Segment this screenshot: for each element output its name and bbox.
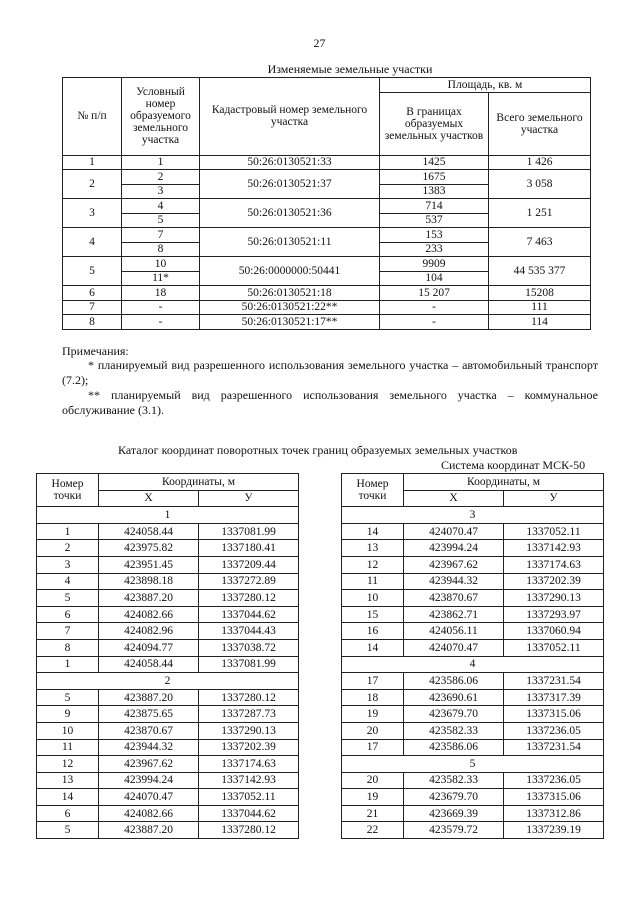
group-row xyxy=(342,507,604,524)
coord-x: 424056.11 xyxy=(404,623,504,640)
coordinate-row xyxy=(37,772,299,789)
point-number: 1 xyxy=(37,523,99,540)
coordinate-row xyxy=(342,822,604,839)
coord-y: 1337174.63 xyxy=(504,556,604,573)
coord-x: 424070.47 xyxy=(404,523,504,540)
coord-x: 423586.06 xyxy=(404,739,504,756)
coordinate-row xyxy=(342,590,604,607)
coord-y: 1337180.41 xyxy=(199,540,299,557)
coordinate-row xyxy=(342,706,604,723)
header-area: Площадь, кв. м xyxy=(380,78,591,93)
point-number: 12 xyxy=(37,756,99,773)
coordinate-row xyxy=(342,573,604,590)
coordinate-row xyxy=(37,789,299,806)
area-within: - xyxy=(380,300,489,315)
header-y: У xyxy=(504,490,604,507)
point-number: 13 xyxy=(37,772,99,789)
area-within: 9909 xyxy=(380,257,489,272)
point-number: 5 xyxy=(37,822,99,839)
coordinate-row xyxy=(342,722,604,739)
conditional-number: 3 xyxy=(122,184,200,199)
conditional-number: 2 xyxy=(122,170,200,185)
cadastral-number: 50:26:0130521:11 xyxy=(200,228,380,257)
header-x: X xyxy=(404,490,504,507)
point-number: 22 xyxy=(342,822,404,839)
coord-x: 424082.66 xyxy=(99,606,199,623)
coordinate-row xyxy=(37,556,299,573)
coordinate-row xyxy=(342,689,604,706)
coordinate-row xyxy=(342,523,604,540)
coordinate-row xyxy=(342,789,604,806)
group-label: 1 xyxy=(37,507,299,524)
coord-y: 1337231.54 xyxy=(504,673,604,690)
table1-title: Изменяемые земельные участки xyxy=(267,62,433,76)
group-row xyxy=(342,756,604,773)
group-label: 5 xyxy=(342,756,604,773)
point-number: 20 xyxy=(342,722,404,739)
coord-x: 424094.77 xyxy=(99,639,199,656)
header-num: № п/п xyxy=(63,78,122,156)
coord-y: 1337142.93 xyxy=(504,540,604,557)
group-row xyxy=(37,673,299,690)
coord-x: 423579.72 xyxy=(404,822,504,839)
coord-x: 423994.24 xyxy=(99,772,199,789)
cadastral-number: 50:26:0130521:17** xyxy=(200,315,380,330)
coord-x: 424082.96 xyxy=(99,623,199,640)
area-within: 1675 xyxy=(380,170,489,185)
coord-x: 423887.20 xyxy=(99,822,199,839)
group-row xyxy=(37,507,299,524)
coord-x: 424058.44 xyxy=(99,523,199,540)
note-text: * планируемый вид разрешенного использования земельного участка – автомобильный транспорт (7.2); xyxy=(62,358,598,387)
coord-y: 1337317.39 xyxy=(504,689,604,706)
plot-row xyxy=(63,155,591,170)
point-number: 20 xyxy=(342,772,404,789)
coord-y: 1337081.99 xyxy=(199,656,299,673)
point-number: 14 xyxy=(342,523,404,540)
point-number: 13 xyxy=(342,540,404,557)
plot-num: 8 xyxy=(63,315,122,330)
coord-y: 1337280.12 xyxy=(199,822,299,839)
header-point-number: Номер точки xyxy=(342,474,404,507)
coord-x: 423679.70 xyxy=(404,789,504,806)
coordinate-row xyxy=(37,639,299,656)
point-number: 8 xyxy=(37,639,99,656)
coord-x: 424070.47 xyxy=(404,639,504,656)
note-item xyxy=(62,358,598,388)
coordinate-row xyxy=(37,805,299,822)
coordinate-row xyxy=(342,673,604,690)
coord-x: 423994.24 xyxy=(404,540,504,557)
point-number: 6 xyxy=(37,805,99,822)
area-within: 153 xyxy=(380,228,489,243)
coord-x: 423586.06 xyxy=(404,673,504,690)
area-total: 7 463 xyxy=(489,228,591,257)
area-within: 1383 xyxy=(380,184,489,199)
point-number: 4 xyxy=(37,573,99,590)
plot-num: 1 xyxy=(63,155,122,170)
coord-y: 1337280.12 xyxy=(199,590,299,607)
coord-y: 1337293.97 xyxy=(504,606,604,623)
coord-y: 1337044.43 xyxy=(199,623,299,640)
point-number: 1 xyxy=(37,656,99,673)
area-total: 114 xyxy=(489,315,591,330)
point-number: 6 xyxy=(37,606,99,623)
coord-y: 1337209.44 xyxy=(199,556,299,573)
coord-x: 423887.20 xyxy=(99,689,199,706)
area-within: 233 xyxy=(380,242,489,257)
coordinate-row xyxy=(342,540,604,557)
point-number: 19 xyxy=(342,706,404,723)
coord-x: 424058.44 xyxy=(99,656,199,673)
coordinate-row xyxy=(342,772,604,789)
coordinate-row xyxy=(37,523,299,540)
coordinate-row xyxy=(37,656,299,673)
coord-y: 1337044.62 xyxy=(199,606,299,623)
plot-num: 5 xyxy=(63,257,122,286)
plot-row xyxy=(63,228,591,243)
cadastral-number: 50:26:0130521:36 xyxy=(200,199,380,228)
point-number: 5 xyxy=(37,590,99,607)
coord-y: 1337236.05 xyxy=(504,772,604,789)
area-within: 15 207 xyxy=(380,286,489,301)
coordinate-row xyxy=(342,623,604,640)
area-total: 44 535 377 xyxy=(489,257,591,286)
group-row xyxy=(342,656,604,673)
area-total: 3 058 xyxy=(489,170,591,199)
plot-num: 7 xyxy=(63,300,122,315)
plot-num: 4 xyxy=(63,228,122,257)
area-within: 537 xyxy=(380,213,489,228)
coord-y: 1337142.93 xyxy=(199,772,299,789)
header-coordinates: Координаты, м xyxy=(99,474,299,491)
point-number: 3 xyxy=(37,556,99,573)
header-cadastral-number: Кадастровый номер земельного участка xyxy=(200,78,380,156)
plot-num: 2 xyxy=(63,170,122,199)
plot-num: 6 xyxy=(63,286,122,301)
plot-row xyxy=(63,300,591,315)
coordinate-row xyxy=(37,540,299,557)
coord-y: 1337060.94 xyxy=(504,623,604,640)
coord-x: 423679.70 xyxy=(404,706,504,723)
header-conditional-number: Условный номер образуемого земельного участка xyxy=(122,78,200,156)
coord-y: 1337202.39 xyxy=(199,739,299,756)
coord-y: 1337287.73 xyxy=(199,706,299,723)
coord-x: 424070.47 xyxy=(99,789,199,806)
coord-x: 423944.32 xyxy=(99,739,199,756)
coord-y: 1337052.11 xyxy=(504,639,604,656)
point-number: 14 xyxy=(37,789,99,806)
area-within: 714 xyxy=(380,199,489,214)
coordinate-row xyxy=(37,689,299,706)
point-number: 14 xyxy=(342,639,404,656)
conditional-number: - xyxy=(122,315,200,330)
conditional-number: 4 xyxy=(122,199,200,214)
area-total: 15208 xyxy=(489,286,591,301)
conditional-number: 11* xyxy=(122,271,200,286)
coordinate-row xyxy=(342,639,604,656)
coordinate-row xyxy=(37,590,299,607)
coord-y: 1337290.13 xyxy=(504,590,604,607)
catalog-title: Каталог координат поворотных точек границ образуемых земельных участков xyxy=(118,443,518,457)
coordinate-row xyxy=(37,606,299,623)
conditional-number: - xyxy=(122,300,200,315)
coordinate-row xyxy=(342,805,604,822)
header-area-total: Всего земельного участка xyxy=(489,92,591,155)
coord-y: 1337044.62 xyxy=(199,805,299,822)
coordinate-system: Система координат МСК-50 xyxy=(441,458,586,472)
conditional-number: 18 xyxy=(122,286,200,301)
point-number: 5 xyxy=(37,689,99,706)
coord-x: 423967.62 xyxy=(404,556,504,573)
coord-x: 424082.66 xyxy=(99,805,199,822)
coord-x: 423690.61 xyxy=(404,689,504,706)
header-point-number: Номер точки xyxy=(37,474,99,507)
conditional-number: 1 xyxy=(122,155,200,170)
area-within: 104 xyxy=(380,271,489,286)
conditional-number: 10 xyxy=(122,257,200,272)
plot-row xyxy=(63,286,591,301)
coord-x: 423875.65 xyxy=(99,706,199,723)
coord-x: 423967.62 xyxy=(99,756,199,773)
coord-x: 423582.33 xyxy=(404,722,504,739)
coord-x: 423870.67 xyxy=(99,722,199,739)
page-number: 27 xyxy=(313,36,326,50)
coordinate-row xyxy=(37,739,299,756)
coord-y: 1337052.11 xyxy=(504,523,604,540)
cadastral-number: 50:26:0130521:37 xyxy=(200,170,380,199)
point-number: 17 xyxy=(342,739,404,756)
area-total: 1 426 xyxy=(489,155,591,170)
coord-x: 423898.18 xyxy=(99,573,199,590)
group-label: 2 xyxy=(37,673,299,690)
coord-x: 423582.33 xyxy=(404,772,504,789)
coordinates-table-left xyxy=(36,473,299,839)
coord-y: 1337312.86 xyxy=(504,805,604,822)
coord-y: 1337081.99 xyxy=(199,523,299,540)
coord-y: 1337272.89 xyxy=(199,573,299,590)
coord-y: 1337174.63 xyxy=(199,756,299,773)
coord-x: 423887.20 xyxy=(99,590,199,607)
coordinate-row xyxy=(37,756,299,773)
group-label: 4 xyxy=(342,656,604,673)
cadastral-number: 50:26:0130521:33 xyxy=(200,155,380,170)
note-text: ** планируемый вид разрешенного использования земельного участка – коммунальное обслуживание (3.1). xyxy=(62,388,598,417)
coordinate-row xyxy=(37,623,299,640)
changed-land-plots-table xyxy=(62,77,591,330)
cadastral-number: 50:26:0130521:22** xyxy=(200,300,380,315)
coord-y: 1337315.06 xyxy=(504,706,604,723)
point-number: 19 xyxy=(342,789,404,806)
coord-y: 1337315.06 xyxy=(504,789,604,806)
point-number: 21 xyxy=(342,805,404,822)
point-number: 10 xyxy=(342,590,404,607)
coord-y: 1337231.54 xyxy=(504,739,604,756)
note-item xyxy=(62,388,598,418)
point-number: 15 xyxy=(342,606,404,623)
conditional-number: 8 xyxy=(122,242,200,257)
coord-y: 1337290.13 xyxy=(199,722,299,739)
point-number: 10 xyxy=(37,722,99,739)
coord-x: 423862.71 xyxy=(404,606,504,623)
area-total: 111 xyxy=(489,300,591,315)
point-number: 2 xyxy=(37,540,99,557)
coordinates-table-right xyxy=(341,473,604,839)
plot-row xyxy=(63,199,591,214)
header-y: У xyxy=(199,490,299,507)
coord-y: 1337052.11 xyxy=(199,789,299,806)
coordinate-row xyxy=(37,822,299,839)
point-number: 12 xyxy=(342,556,404,573)
coord-x: 423669.39 xyxy=(404,805,504,822)
coordinate-row xyxy=(37,706,299,723)
coordinate-row xyxy=(342,606,604,623)
coord-x: 423870.67 xyxy=(404,590,504,607)
point-number: 11 xyxy=(37,739,99,756)
coord-y: 1337236.05 xyxy=(504,722,604,739)
point-number: 7 xyxy=(37,623,99,640)
coordinate-row xyxy=(37,573,299,590)
point-number: 17 xyxy=(342,673,404,690)
coordinate-row xyxy=(342,739,604,756)
coord-x: 423951.45 xyxy=(99,556,199,573)
point-number: 16 xyxy=(342,623,404,640)
plot-row xyxy=(63,170,591,185)
plot-row xyxy=(63,315,591,330)
cadastral-number: 50:26:0000000:50441 xyxy=(200,257,380,286)
cadastral-number: 50:26:0130521:18 xyxy=(200,286,380,301)
area-within: 1425 xyxy=(380,155,489,170)
point-number: 9 xyxy=(37,706,99,723)
coordinate-row xyxy=(342,556,604,573)
point-number: 11 xyxy=(342,573,404,590)
header-area-within: В границах образуемых земельных участков xyxy=(380,92,489,155)
header-coordinates: Координаты, м xyxy=(404,474,604,491)
coord-x: 423975.82 xyxy=(99,540,199,557)
coord-y: 1337280.12 xyxy=(199,689,299,706)
area-total: 1 251 xyxy=(489,199,591,228)
point-number: 18 xyxy=(342,689,404,706)
header-x: X xyxy=(99,490,199,507)
coord-y: 1337202.39 xyxy=(504,573,604,590)
notes-heading: Примечания: xyxy=(62,344,129,358)
plot-row xyxy=(63,257,591,272)
coord-y: 1337239.19 xyxy=(504,822,604,839)
conditional-number: 5 xyxy=(122,213,200,228)
coord-x: 423944.32 xyxy=(404,573,504,590)
coord-y: 1337038.72 xyxy=(199,639,299,656)
coordinate-row xyxy=(37,722,299,739)
conditional-number: 7 xyxy=(122,228,200,243)
area-within: - xyxy=(380,315,489,330)
group-label: 3 xyxy=(342,507,604,524)
plot-num: 3 xyxy=(63,199,122,228)
